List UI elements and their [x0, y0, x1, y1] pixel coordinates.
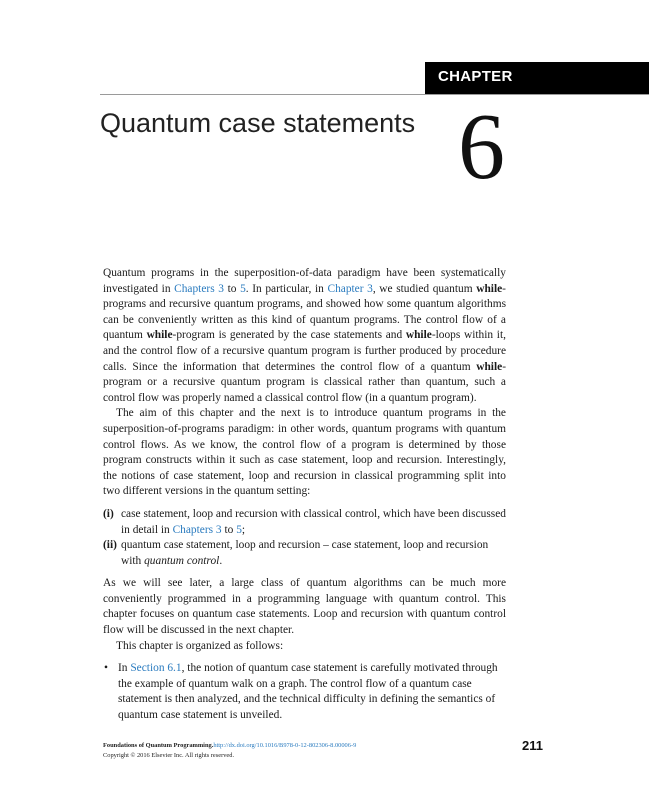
chapter-body — [103, 266, 506, 724]
list-item-label: (i) — [103, 507, 114, 520]
section-6-1-link[interactable]: Section 6.1 — [130, 662, 182, 675]
focus-paragraph: As we will see later, a large class of quantum algorithms can be much more conveniently programmed in a programming language with quantum control. This chapter focuses on quantum case statements. Loop and recursion with quantum control flow will be discussed in the next chapter. — [103, 577, 506, 637]
chapter-5-link[interactable]: 5 — [240, 282, 246, 295]
chapter-label-box — [425, 62, 649, 94]
chapter-5-link[interactable]: 5 — [236, 523, 242, 536]
chapter-number: 6 — [458, 95, 505, 199]
title-rule — [100, 94, 649, 95]
chapter-title: Quantum case statements — [100, 108, 416, 138]
book-title: Foundations of Quantum Programming. — [103, 742, 214, 749]
chapters-3-link[interactable]: Chapters 3 — [174, 282, 224, 295]
list-item: (ii) quantum case statement, loop and recursion – case statement, loop and recursion with quantum control. — [103, 539, 489, 567]
organization-list — [103, 661, 506, 723]
aim-paragraph: The aim of this chapter and the next is to introduce quantum programs in the superposition-of-programs paradigm: in other words, quantum programs with quantum control flows. As we know, the control flow of a program is determined by those program constructs within it such as case statement, loop and recursion. Interestingly, the notions of case statement, loop and recursion in classical programming split into two different versions in the quantum setting: — [103, 407, 506, 498]
list-item-label: (ii) — [103, 539, 117, 552]
copyright: Copyright © 2016 Elsevier Inc. All rights reserved. — [103, 752, 235, 759]
control-versions-list — [103, 507, 506, 569]
bullet-icon: • — [104, 662, 108, 675]
page-number: 211 — [522, 738, 543, 753]
chapters-3-link[interactable]: Chapters 3 — [172, 523, 222, 536]
list-item: (i) case statement, loop and recursion with classical control, which have been discussed in detail in Chapters 3 to 5; — [103, 507, 506, 536]
footer-citation — [103, 741, 356, 761]
organization-paragraph: This chapter is organized as follows: — [116, 639, 284, 652]
list-item: • In Section 6.1, the notion of quantum case statement is carefully motivated through the example of quantum walk on a graph. The control flow of a quantum case statement is then analyzed, and the technical difficulty in defining the semantics of quantum case statement is unveiled. — [104, 662, 498, 722]
chapter-3-link[interactable]: Chapter 3 — [327, 282, 373, 295]
doi-link[interactable]: http://dx.doi.org/10.1016/B978-0-12-802306-8.00006-9 — [213, 742, 357, 749]
intro-paragraph: Quantum programs in the superposition-of-data paradigm have been systematically investigated in Chapters 3 to 5. In particular, in Chapter 3, we studied quantum while-programs and recursive quantum programs, and showed how some quantum algorithms can be conveniently written as this kind of quantum programs. The control flow of a quantum while-program is generated by the case statements and while-loops within it, and the control flow of a recursive quantum program is further produced by procedure calls. Since the information that determines the control flow of a quantum while-program or a recursive quantum program is classical rather than quantum, such a control flow was properly named a classical control flow (in a quantum program). — [103, 267, 506, 404]
chapter-label: CHAPTER — [438, 68, 513, 85]
